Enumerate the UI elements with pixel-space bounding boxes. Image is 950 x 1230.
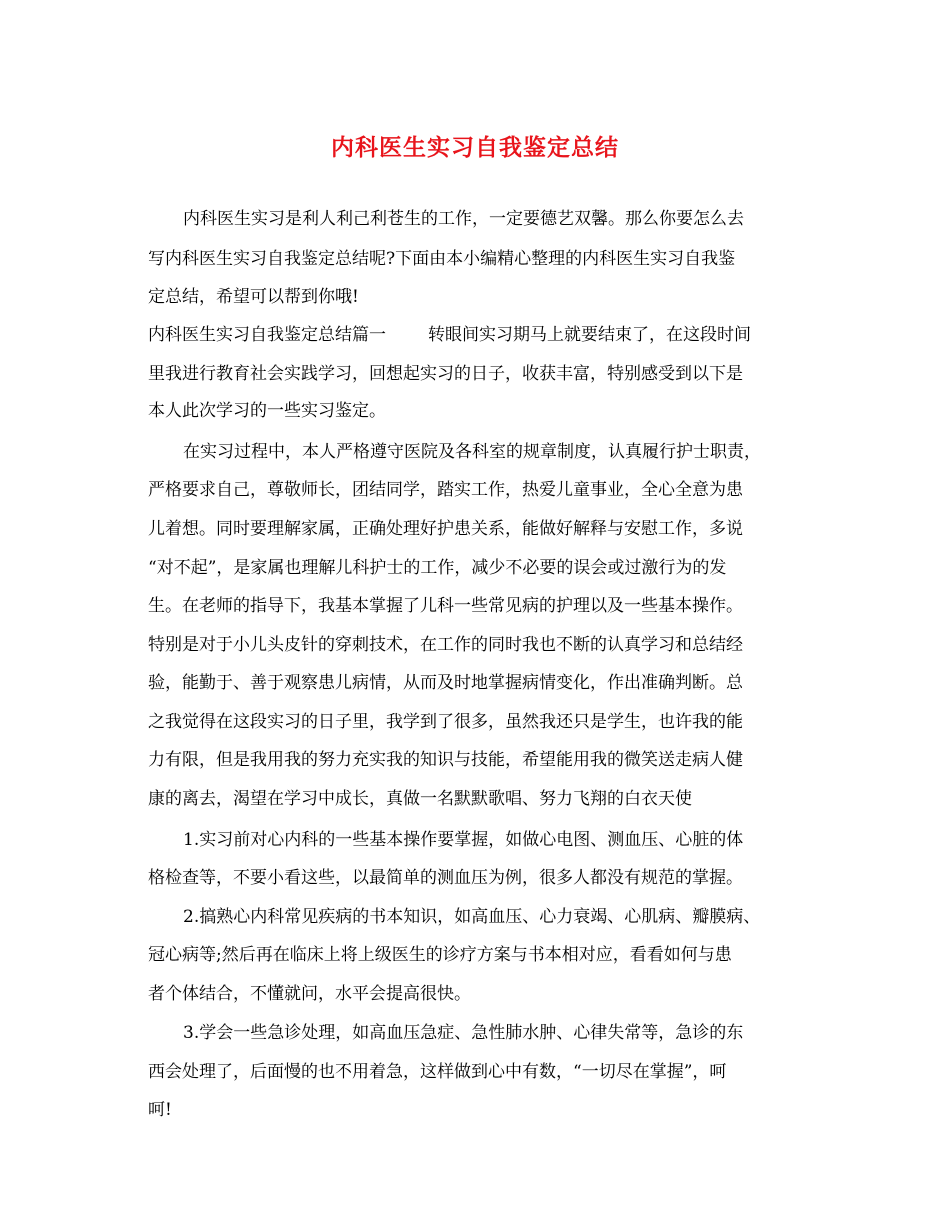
text-line: 定总结，希望可以帮到你哦!: [148, 287, 359, 307]
text-line: 西会处理了，后面慢的也不用着急，这样做到心中有数，“一切尽在掌握”，呵: [148, 1062, 727, 1082]
text-line: 里我进行教育社会实践学习，回想起实习的日子，收获丰富，特别感受到以下是: [148, 364, 743, 384]
list-item-2: 2.搞熟心内科常见疾病的书本知识，如高血压、心力衰竭、心肌病、瓣膜病、: [183, 907, 761, 927]
text-line: 之我觉得在这段实习的日子里，我学到了很多，虽然我还只是学生，也许我的能: [148, 712, 743, 732]
text-line: 儿着想。同时要理解家属，正确处理好护患关系，能做好解释与安慰工作，多说: [148, 519, 743, 539]
list-item-3: 3.学会一些急诊处理，如高血压急症、急性肺水肿、心律失常等，急诊的东: [183, 1023, 744, 1043]
document-title: 内科医生实习自我鉴定总结: [331, 134, 619, 161]
text-line: 特别是对于小儿头皮针的穿刺技术，在工作的同时我也不断的认真学习和总结经: [148, 635, 743, 655]
text-line: 写内科医生实习自我鉴定总结呢?下面由本小编精心整理的内科医生实习自我鉴: [148, 249, 736, 269]
text-line: 生。在老师的指导下，我基本掌握了儿科一些常见病的护理以及一些基本操作。: [148, 596, 743, 616]
text-line: 力有限，但是我用我的努力充实我的知识与技能，希望能用我的微笑送走病人健: [148, 750, 743, 770]
text-line: 验，能勤于、善于观察患儿病情，从而及时地掌握病情变化，作出准确判断。总: [148, 673, 743, 693]
text-line: 者个体结合，不懂就问，水平会提高很快。: [148, 984, 471, 1004]
text-line: 本人此次学习的一些实习鉴定。: [148, 401, 386, 421]
text-line: [148, 323, 751, 347]
text-line: “对不起”，是家属也理解儿科护士的工作，减少不必要的误会或过激行为的发: [148, 558, 727, 578]
text-line: 康的离去，渴望在学习中成长，真做一名默默歌唱、努力飞翔的白衣天使: [148, 789, 692, 809]
text-line: 严格要求自己，尊敬师长，团结同学，踏实工作，热爱儿童事业，全心全意为患: [148, 480, 743, 500]
text-line: 冠心病等;然后再在临床上将上级医生的诊疗方案与书本相对应，看看如何与患: [148, 945, 732, 965]
text-line: 格检查等，不要小看这些，以最简单的测血压为例，很多人都没有规范的掌握。: [148, 868, 743, 888]
text-line: 转眼间实习期马上就要结束了，在这段时间: [428, 325, 751, 345]
text-line: 内科医生实习是利人利己利苍生的工作，一定要德艺双馨。那么你要怎么去: [183, 209, 744, 229]
text-line: 呵!: [148, 1100, 172, 1120]
list-item-1: 1.实习前对心内科的一些基本操作要掌握，如做心电图、测血压、心脏的体: [183, 830, 744, 850]
text-line: 在实习过程中，本人严格遵守医院及各科室的规章制度，认真履行护士职责，: [183, 442, 761, 462]
section-heading: 内科医生实习自我鉴定总结篇一: [148, 325, 386, 345]
